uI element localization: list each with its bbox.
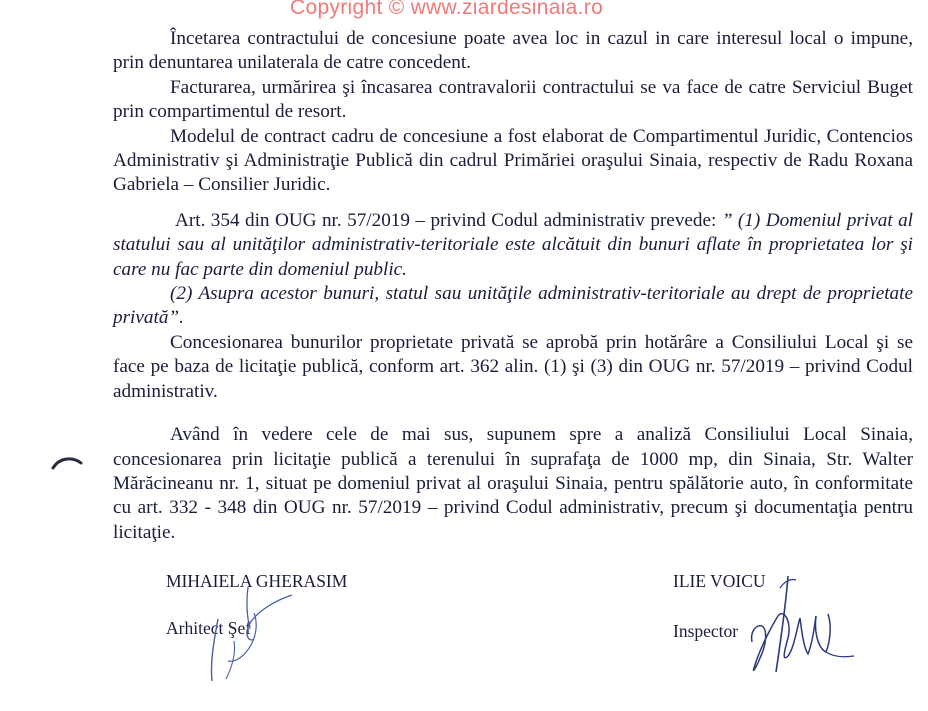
copyright-watermark: Copyright © www.ziardesinaia.ro [290, 0, 604, 19]
document-body [113, 27, 913, 545]
paragraph-termination: Încetarea contractului de concesiune poate avea loc in cazul in care interesul local o impune, prin denuntarea unilaterala de catre concedent. [113, 28, 913, 74]
paragraph-proposal: Având în vedere cele de mai sus, supunem spre a analiză Consiliului Local Sinaia, concesionarea prin licitaţie publică a terenului în suprafaţa de 1000 mp, din Sinaia, Str. Walter Mărăcineanu nr. 1, situat pe domeniul privat al oraşului Sinaia, pentru spălătorie auto, în conformitate cu art. 332 - 348 din OUG nr. 57/2019 – privind Codul administrativ, precum şi documentaţia pentru licitaţie. [113, 424, 913, 543]
paragraph-invoicing: Facturarea, urmărirea şi încasarea contravalorii contractului se va face de catre Serviciul Buget prin compartimentul de resort. [113, 76, 913, 123]
signatory-left-title: Arhitect Şef [166, 618, 252, 638]
signatory-left-name: MIHAIELA GHERASIM [166, 571, 348, 591]
signature-left-icon [196, 583, 306, 688]
article-354-lead: Art. 354 din OUG nr. 57/2019 – privind Codul administrativ prevede: [175, 209, 722, 231]
paragraph-concession-approval: Concesionarea bunurilor proprietate privată se aprobă prin hotărâre a Consiliului Local şi se face pe baza de licitaţie publică, conform art. 362 alin. (1) şi (3) din OUG nr. 57/2019 – privind Codul administrativ. [113, 331, 913, 402]
article-354-quote-1: ” (1) Domeniul privat al statului sau al unităţilor administrativ-teritoriale este alcătuit din bunuri aflate în proprietatea lor şi care nu fac parte din domeniul public. [113, 209, 913, 280]
signature-right-icon [722, 572, 858, 682]
paragraph-article-354-quote-2: (2) Asupra acestor bunuri, statul sau unităţile administrativ-teritoriale au drept de proprietate privată”. [113, 283, 913, 329]
signatory-right-title: Inspector [673, 621, 739, 641]
signatory-right-name: ILIE VOICU [673, 571, 766, 591]
margin-mark-icon [50, 452, 84, 472]
paragraph-article-354 [113, 209, 913, 282]
paragraph-contract-model: Modelul de contract cadru de concesiune a fost elaborat de Compartimentul Juridic, Contencios Administrativ şi Administraţie Publică din cadrul Primăriei oraşului Sinaia, respectiv de Radu Roxana Gabriela – Consilier Juridic. [113, 125, 913, 196]
